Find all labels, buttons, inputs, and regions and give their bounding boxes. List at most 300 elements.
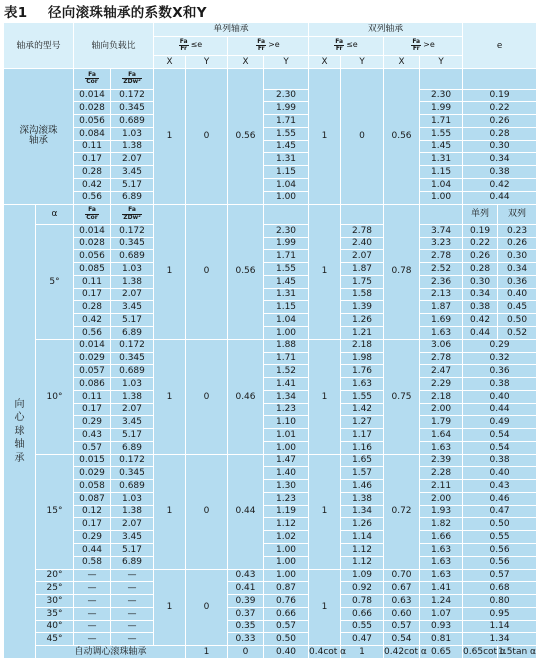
double-x-le: 1 (309, 204, 341, 339)
condition-label: >e (423, 40, 435, 50)
double-y-le: 1.12 (341, 556, 384, 569)
ratio-a: 0.17 (74, 153, 111, 166)
double-y-gt: 1.15 (420, 166, 463, 179)
label-line: 深沟滚珠 (19, 125, 58, 137)
alpha-header: α (36, 204, 74, 224)
table-row (4, 89, 537, 102)
condition-label: ≤e (190, 40, 203, 50)
contact-angle: 30° (36, 595, 74, 608)
double-y-gt: 2.00 (420, 403, 463, 416)
single-y-le: 0 (186, 569, 228, 646)
single-x-gt: 0.41 (228, 582, 264, 595)
table-row (4, 531, 537, 544)
fraction-numerator: Fa (179, 37, 188, 45)
e-double: 0.34 (498, 263, 537, 276)
fraction-numerator: Fa (335, 37, 344, 45)
header-x: X (154, 55, 186, 69)
ratio-a: 0.28 (74, 166, 111, 179)
e-value: 0.28 (463, 127, 537, 140)
table-row (4, 69, 537, 89)
condition-label: >e (268, 40, 280, 50)
ratio-b: — (111, 620, 154, 633)
double-y-gt: 0.93 (420, 620, 463, 633)
single-x-le: 1 (154, 569, 186, 646)
single-y-gt: 1.41 (264, 378, 309, 391)
ratio-b: 1.03 (111, 492, 154, 505)
single-y-gt: 0.66 (264, 607, 309, 620)
double-y-gt: 2.28 (420, 467, 463, 480)
ratio-b: 3.45 (111, 301, 154, 314)
fraction-numerator: Fa (257, 37, 266, 45)
ratio-b: 1.38 (111, 275, 154, 288)
double-y-gt: 2.78 (420, 250, 463, 263)
double-y-le: 2.40 (341, 237, 384, 250)
header-e: e (463, 23, 537, 69)
e-value: 1.14 (463, 620, 537, 633)
ratio-a-header (74, 69, 111, 89)
table-row (4, 633, 537, 646)
ratio-a: 0.57 (74, 441, 111, 454)
e-value: 0.40 (463, 390, 537, 403)
single-y-gt: 1.71 (264, 250, 309, 263)
table-row (4, 518, 537, 531)
double-y-gt: 3.23 (420, 237, 463, 250)
table-row (4, 326, 537, 339)
single-x-gt: 0.46 (228, 339, 264, 454)
fraction-denominator: Fr (180, 45, 188, 53)
contact-angle: 20° (36, 569, 74, 582)
single-y-gt: 1.31 (264, 288, 309, 301)
fraction (85, 207, 98, 221)
double-y-gt: 2.36 (420, 275, 463, 288)
table-row (4, 301, 537, 314)
table-row (4, 166, 537, 179)
ratio-b: — (111, 595, 154, 608)
single-y-le: 0 (186, 339, 228, 454)
double-y-le: 1.09 (341, 569, 384, 582)
fraction (256, 39, 266, 53)
table-title (4, 1, 207, 21)
header-double-row: 双列轴承 (309, 23, 463, 37)
ratio-b: 1.03 (111, 263, 154, 276)
table-row (4, 204, 537, 224)
ratio-b-header (111, 204, 154, 224)
e-double: 0.23 (498, 224, 537, 237)
header-double-le (309, 36, 384, 55)
table-row (4, 23, 537, 37)
e-double: 0.30 (498, 250, 537, 263)
double-y-gt: 1.87 (420, 301, 463, 314)
double-y-gt: 2.52 (420, 263, 463, 276)
fraction-denominator: ZDw² (123, 213, 141, 221)
single-y-gt: 2.30 (264, 224, 309, 237)
e-double: 0.40 (498, 288, 537, 301)
ratio-b: 2.07 (111, 288, 154, 301)
ratio-b: 0.172 (111, 454, 154, 467)
header-single-le (154, 36, 228, 55)
single-y-gt: 1.88 (264, 339, 309, 352)
double-y-gt: 1.63 (420, 543, 463, 556)
single-y-gt: 1.12 (264, 518, 309, 531)
single-y-gt: 0.76 (264, 595, 309, 608)
table-row (4, 595, 537, 608)
ratio-b: — (111, 582, 154, 595)
ratio-a: 0.014 (74, 339, 111, 352)
e-single: 0.38 (463, 301, 498, 314)
double-y-le: 1.38 (341, 492, 384, 505)
ratio-a: 0.029 (74, 352, 111, 365)
ratio-a: 0.58 (74, 556, 111, 569)
table-row (4, 416, 537, 429)
double-y-gt: 3.74 (420, 224, 463, 237)
e-single-header: 单列 (463, 204, 498, 224)
double-y-le: 0.55 (341, 620, 384, 633)
double-x-gt: 0.54 (384, 633, 420, 646)
ratio-a: 0.086 (74, 378, 111, 391)
double-x-gt: 0.75 (384, 339, 420, 454)
e-double: 0.26 (498, 237, 537, 250)
ratio-b: 5.17 (111, 543, 154, 556)
e-value: 0.43 (463, 480, 537, 493)
fraction (179, 39, 189, 53)
double-y-gt: 1.45 (420, 140, 463, 153)
single-y-gt: 1.23 (264, 403, 309, 416)
single-x-gt: 0.40 (264, 646, 309, 659)
ratio-b: 5.17 (111, 429, 154, 442)
e-value: 0.40 (463, 467, 537, 480)
header-y: Y (186, 55, 228, 69)
e-value: 0.44 (463, 191, 537, 204)
double-y-gt: 1.00 (420, 191, 463, 204)
e-single: 0.26 (463, 250, 498, 263)
table-row (4, 153, 537, 166)
double-y-le: 0.92 (341, 582, 384, 595)
ratio-a: 0.11 (74, 390, 111, 403)
ratio-a: 0.085 (74, 263, 111, 276)
ratio-a: 0.29 (74, 416, 111, 429)
single-x-le: 1 (154, 339, 186, 454)
coefficient-table (3, 22, 537, 659)
double-y-gt: 3.06 (420, 339, 463, 352)
ratio-b: 0.172 (111, 339, 154, 352)
table-row (4, 492, 537, 505)
label-char: 承 (14, 452, 25, 464)
ratio-a: 0.12 (74, 505, 111, 518)
single-y-gt: 1.00 (264, 326, 309, 339)
double-y-le: 1.58 (341, 288, 384, 301)
double-x-gt: 0.70 (384, 569, 420, 582)
e-single: 0.34 (463, 288, 498, 301)
double-y-gt: 1.99 (420, 102, 463, 115)
ratio-a: 0.11 (74, 275, 111, 288)
ratio-b: 0.172 (111, 89, 154, 102)
table-row (4, 556, 537, 569)
double-y-le: 1.46 (341, 480, 384, 493)
e-value: 1.5tan α (498, 646, 536, 657)
fraction-denominator: ZDw² (123, 78, 141, 86)
e-value: 0.22 (463, 102, 537, 115)
double-x-gt: 0.65 (420, 646, 463, 659)
ratio-a: 0.42 (74, 178, 111, 191)
ratio-b: 0.345 (111, 237, 154, 250)
table-row (4, 480, 537, 493)
single-y-le: 0 (186, 204, 228, 339)
double-y-le: 1.21 (341, 326, 384, 339)
ratio-a: 0.56 (74, 326, 111, 339)
table-row (4, 403, 537, 416)
ratio-b-header (111, 69, 154, 89)
ratio-b: 2.07 (111, 153, 154, 166)
double-y-le: 0.78 (341, 595, 384, 608)
single-y-gt: 1.71 (264, 115, 309, 128)
single-y-gt: 1.30 (264, 480, 309, 493)
single-y-gt: 1.47 (264, 454, 309, 467)
e-single: 0.28 (463, 263, 498, 276)
fraction-denominator: Fr (257, 45, 265, 53)
e-value: 0.95 (463, 607, 537, 620)
single-y-gt: 1.99 (264, 237, 309, 250)
single-y-le: 0 (186, 69, 228, 204)
double-y-le: 1.17 (341, 429, 384, 442)
table-cell (463, 69, 537, 89)
ratio-b: 6.89 (111, 441, 154, 454)
ratio-a: — (74, 607, 111, 620)
double-y-gt: 2.47 (420, 365, 463, 378)
ratio-a: — (74, 633, 111, 646)
double-y-le: 1.12 (341, 543, 384, 556)
fraction-denominator: Fr (335, 45, 343, 53)
table-cell (420, 204, 463, 224)
ratio-a: — (74, 595, 111, 608)
double-y-le: 1.39 (341, 301, 384, 314)
double-x-gt: 0.56 (384, 69, 420, 204)
single-y-gt: 1.01 (264, 429, 309, 442)
ratio-a: 0.43 (74, 429, 111, 442)
double-y-le: 1.65 (341, 454, 384, 467)
single-y-gt: 1.02 (264, 531, 309, 544)
label-char: 向 (14, 398, 25, 410)
double-y-le: 1.63 (341, 378, 384, 391)
double-y-le: 1.76 (341, 365, 384, 378)
single-y-gt: 0.87 (264, 582, 309, 595)
ratio-a: 0.087 (74, 492, 111, 505)
e-double: 0.36 (498, 275, 537, 288)
double-x-le: 1 (309, 454, 341, 569)
table-row (4, 339, 537, 352)
contact-angle: 35° (36, 607, 74, 620)
ratio-a: 0.014 (74, 224, 111, 237)
single-y-gt: 0.4cot α (309, 646, 347, 657)
single-y-gt: 1.31 (264, 153, 309, 166)
header-y: Y (420, 55, 463, 69)
ratio-a: 0.17 (74, 403, 111, 416)
single-x-gt: 0.37 (228, 607, 264, 620)
fraction-numerator: Fa (122, 72, 142, 80)
header-double-gt (384, 36, 463, 55)
header-x: X (384, 55, 420, 69)
single-y-le: 0 (228, 646, 264, 659)
ratio-b: 1.03 (111, 127, 154, 140)
table-row (4, 275, 537, 288)
single-y-gt: 1.71 (264, 352, 309, 365)
e-value: 0.57 (463, 569, 537, 582)
single-y-gt: 0.57 (264, 620, 309, 633)
double-y-le: 1.16 (341, 441, 384, 454)
table-row (4, 263, 537, 276)
fraction (411, 39, 421, 53)
ratio-b: 1.38 (111, 505, 154, 518)
table-title-text: 径向滚珠轴承的系数X和Y (48, 5, 207, 21)
double-y-gt: 2.30 (420, 89, 463, 102)
double-y-gt: 2.29 (420, 378, 463, 391)
table-row (4, 224, 537, 237)
table-row (4, 102, 537, 115)
ratio-a: — (74, 569, 111, 582)
single-y-gt: 1.34 (264, 390, 309, 403)
label-line: 轴承 (28, 135, 48, 147)
table-row (4, 178, 537, 191)
fraction (122, 207, 142, 221)
single-x-gt: 0.44 (228, 454, 264, 569)
ratio-b: 1.38 (111, 390, 154, 403)
e-value: 0.56 (463, 556, 537, 569)
ratio-a: 0.056 (74, 250, 111, 263)
table-row (4, 646, 537, 659)
double-y-le: 0.66 (341, 607, 384, 620)
single-y-gt: 1.40 (264, 467, 309, 480)
e-value: 0.38 (463, 454, 537, 467)
single-x-gt: 0.39 (228, 595, 264, 608)
double-y-le: 1.26 (341, 518, 384, 531)
table-row (4, 505, 537, 518)
e-value: 0.54 (463, 441, 537, 454)
single-y-gt: 1.99 (264, 102, 309, 115)
table-row (4, 582, 537, 595)
double-x-le: 1 (309, 69, 341, 204)
e-value: 0.29 (463, 339, 537, 352)
self-aligning-label: 自动调心滚珠轴承 (36, 646, 186, 659)
single-y-gt: 1.45 (264, 140, 309, 153)
e-double: 0.52 (498, 326, 537, 339)
ratio-b: 6.89 (111, 326, 154, 339)
ratio-a: 0.11 (74, 140, 111, 153)
double-y-gt: 1.69 (420, 314, 463, 327)
double-y-gt: 0.81 (420, 633, 463, 646)
double-y-gt: 1.55 (420, 127, 463, 140)
single-x-le: 1 (186, 646, 228, 659)
single-y-gt: 1.00 (264, 569, 309, 582)
single-y-gt: 2.30 (264, 89, 309, 102)
double-y-le: 1.57 (341, 467, 384, 480)
ratio-b: 0.345 (111, 102, 154, 115)
header-single-gt (228, 36, 309, 55)
e-value: 0.49 (463, 416, 537, 429)
single-y-gt: 1.45 (264, 275, 309, 288)
header-single-row: 单列轴承 (154, 23, 309, 37)
ratio-a: 0.28 (74, 301, 111, 314)
ratio-a-header (74, 204, 111, 224)
single-x-gt: 0.33 (228, 633, 264, 646)
ratio-a: 0.084 (74, 127, 111, 140)
double-y-gt: 2.13 (420, 288, 463, 301)
e-value: 0.47 (463, 505, 537, 518)
double-y-le: 1.87 (341, 263, 384, 276)
header-y: Y (341, 55, 384, 69)
ratio-b: 2.07 (111, 403, 154, 416)
fraction-denominator: Cor (86, 213, 98, 221)
e-single: 0.19 (463, 224, 498, 237)
ratio-b: 5.17 (111, 314, 154, 327)
table-cell (341, 204, 384, 224)
double-y-gt: 1.64 (420, 429, 463, 442)
label-char: 轴 (14, 439, 25, 450)
table-row (4, 467, 537, 480)
double-y-le: 1.42 (341, 403, 384, 416)
fraction-denominator: Fr (412, 45, 420, 53)
ratio-b: 3.45 (111, 416, 154, 429)
double-y-le: 2.18 (341, 339, 384, 352)
contact-angle: 25° (36, 582, 74, 595)
double-y-gt: 1.82 (420, 518, 463, 531)
table-row (4, 140, 537, 153)
ratio-b: 0.689 (111, 365, 154, 378)
table-row (4, 191, 537, 204)
table-row (4, 352, 537, 365)
ratio-b: 6.89 (111, 191, 154, 204)
e-value: 0.42 (463, 178, 537, 191)
e-value: 0.68 (463, 582, 537, 595)
table-row (4, 288, 537, 301)
table-row (4, 314, 537, 327)
fraction (85, 72, 98, 86)
double-x-le: 1 (309, 569, 341, 646)
e-value: 0.30 (463, 140, 537, 153)
e-single: 0.44 (463, 326, 498, 339)
double-y-gt: 1.79 (420, 416, 463, 429)
double-y-gt: 2.00 (420, 492, 463, 505)
ratio-b: 3.45 (111, 166, 154, 179)
ratio-b: 1.03 (111, 378, 154, 391)
ratio-b: 0.689 (111, 115, 154, 128)
single-y-gt: 1.10 (264, 416, 309, 429)
double-y-gt: 1.04 (420, 178, 463, 191)
double-x-gt: 0.57 (384, 620, 420, 633)
ratio-a: 0.29 (74, 531, 111, 544)
single-y-gt: 1.15 (264, 166, 309, 179)
fraction (334, 39, 344, 53)
fraction-numerator: Fa (85, 72, 98, 80)
double-y-le: 2.07 (341, 250, 384, 263)
single-y-gt: 1.00 (264, 441, 309, 454)
single-y-gt: 1.55 (264, 127, 309, 140)
e-value: 0.56 (463, 543, 537, 556)
double-y-le: 0 (341, 69, 384, 204)
double-y-gt: 2.78 (420, 352, 463, 365)
e-double-header: 双列 (498, 204, 537, 224)
ratio-a: 0.015 (74, 454, 111, 467)
double-y-gt: 1.63 (420, 556, 463, 569)
double-y-le: 2.78 (341, 224, 384, 237)
single-y-gt: 1.52 (264, 365, 309, 378)
single-y-gt: 0.50 (264, 633, 309, 646)
ratio-a: 0.057 (74, 365, 111, 378)
table-number: 表1 (4, 5, 28, 21)
header-x: X (228, 55, 264, 69)
ratio-a: 0.058 (74, 480, 111, 493)
double-y-gt: 2.39 (420, 454, 463, 467)
single-x-le: 1 (154, 454, 186, 569)
double-y-le: 1.75 (341, 275, 384, 288)
